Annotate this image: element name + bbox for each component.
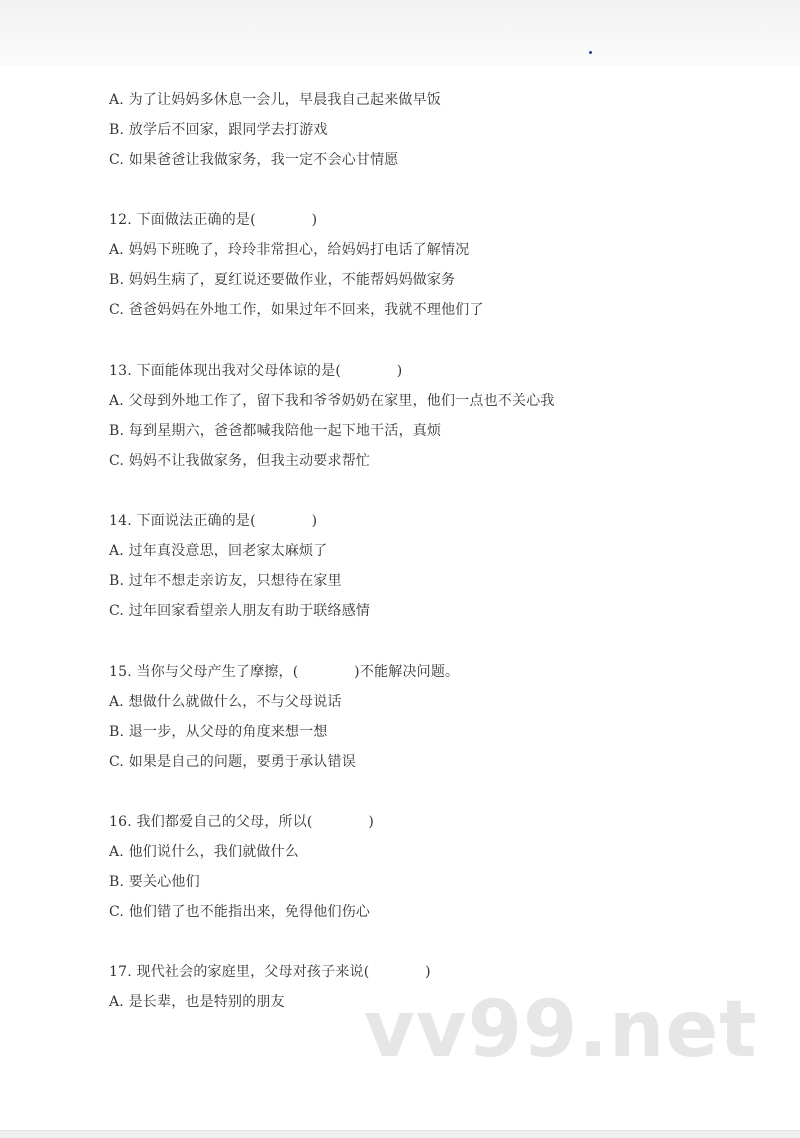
q12-option-b: B. 妈妈生病了，夏红说还要做作业，不能帮妈妈做家务 <box>109 272 456 288</box>
q11-option-c: C. 如果爸爸让我做家务，我一定不会心甘情愿 <box>109 152 399 168</box>
q13-option-a: A. 父母到外地工作了，留下我和爷爷奶奶在家里，他们一点也不关心我 <box>109 393 555 409</box>
q15-option-b: B. 退一步，从父母的角度来想一想 <box>109 724 328 740</box>
q15-option-a: A. 想做什么就做什么，不与父母说话 <box>109 694 342 710</box>
q11-option-a: A. 为了让妈妈多休息一会儿，早晨我自己起来做早饭 <box>109 92 442 108</box>
q16-option-b: B. 要关心他们 <box>109 874 200 890</box>
q14-option-b: B. 过年不想走亲访友，只想待在家里 <box>109 573 342 589</box>
q12-stem: 12. 下面做法正确的是( ) <box>109 212 318 228</box>
q15-stem: 15. 当你与父母产生了摩擦，( )不能解决问题。 <box>109 664 460 680</box>
q12-option-a: A. 妈妈下班晚了，玲玲非常担心，给妈妈打电话了解情况 <box>109 242 470 258</box>
q13-stem: 13. 下面能体现出我对父母体谅的是( ) <box>109 363 403 379</box>
watermark: vv99.net <box>364 985 758 1075</box>
q16-option-a: A. 他们说什么，我们就做什么 <box>109 844 300 860</box>
q13-option-c: C. 妈妈不让我做家务，但我主动要求帮忙 <box>109 453 371 469</box>
q16-option-c: C. 他们错了也不能指出来，免得他们伤心 <box>109 904 371 920</box>
q12-option-c: C. 爸爸妈妈在外地工作，如果过年不回来，我就不理他们了 <box>109 302 484 318</box>
page-top-margin <box>0 0 800 66</box>
q14-option-c: C. 过年回家看望亲人朋友有助于联络感情 <box>109 603 371 619</box>
q17-stem: 17. 现代社会的家庭里，父母对孩子来说( ) <box>109 964 431 980</box>
q13-option-b: B. 每到星期六，爸爸都喊我陪他一起下地干活，真烦 <box>109 423 442 439</box>
speck-mark <box>589 51 592 54</box>
q14-stem: 14. 下面说法正确的是( ) <box>109 513 318 529</box>
q17-option-a: A. 是长辈，也是特别的朋友 <box>109 994 285 1010</box>
q11-option-b: B. 放学后不回家，跟同学去打游戏 <box>109 122 328 138</box>
q15-option-c: C. 如果是自己的问题，要勇于承认错误 <box>109 754 356 770</box>
q14-option-a: A. 过年真没意思，回老家太麻烦了 <box>109 543 328 559</box>
q16-stem: 16. 我们都爱自己的父母，所以( ) <box>109 814 375 830</box>
